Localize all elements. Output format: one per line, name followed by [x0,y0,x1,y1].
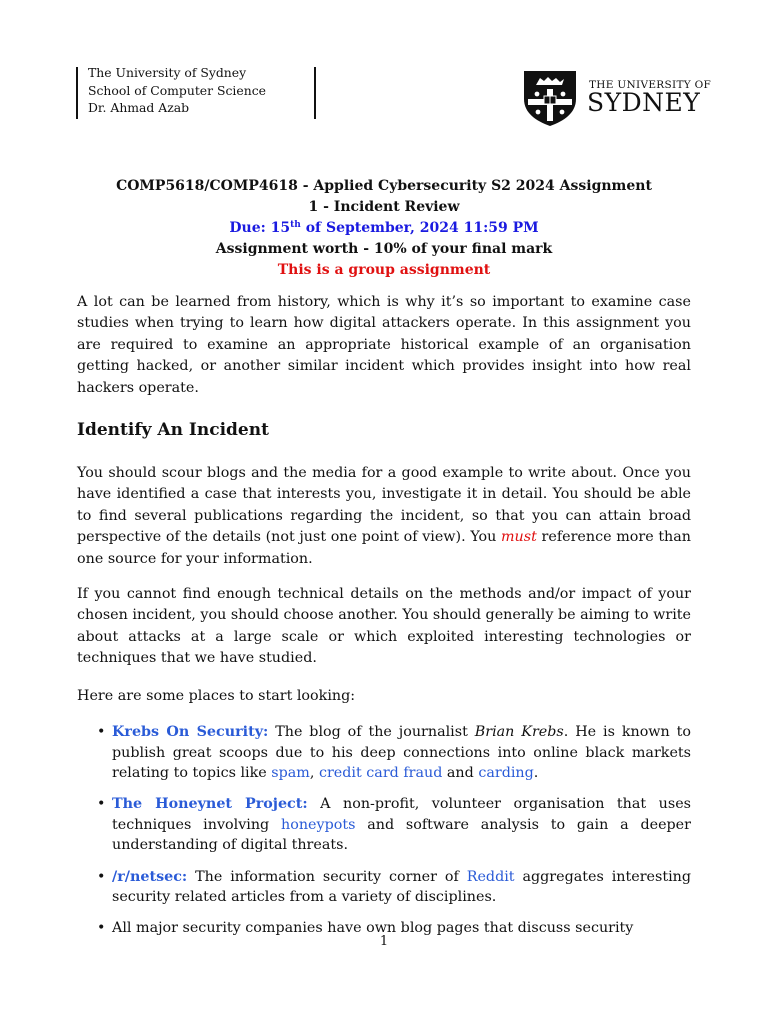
b2-text2: and software analysis to gain a deeper understanding of digital threats. [112,816,691,854]
list-item [77,722,691,784]
krebs-link[interactable]: Krebs On Security: [112,724,269,740]
university-logo [522,69,712,127]
logo-text-small: THE UNIVERSITY OF [589,79,712,91]
must-emphasis: must [501,529,537,546]
bullet-icon: • [97,920,106,937]
brian-krebs-name: Brian Krebs [474,724,564,740]
b1-and: and [442,765,479,782]
b1-text1: The blog of the journalist [268,724,475,740]
para1-text-after: reference more than one source for your information. [77,529,692,567]
list-item [77,794,691,856]
spam-link[interactable]: spam [271,765,310,782]
carding-link[interactable]: carding [478,765,534,782]
page-number: 1 [379,934,389,949]
assignment-title-block [0,176,768,281]
b1-sep: , [309,765,319,782]
university-name: The University of Sydney [88,65,247,80]
header-divider-left [76,67,78,119]
due-suffix: of September, 2024 11:59 PM [300,220,539,236]
header-affiliation [88,64,266,117]
logo-text-big: SYDNEY [587,88,701,117]
assignment-title: COMP5618/COMP4618 - Applied Cybersecurity S2 2024 Assignment [116,178,652,194]
netsec-link[interactable]: /r/netsec: [112,868,188,885]
due-date [0,218,768,239]
header-divider-right [314,67,316,119]
assignment-subtitle: 1 - Incident Review [308,199,460,215]
assignment-worth: Assignment worth - 10% of your final mark [215,241,553,257]
reddit-link[interactable]: Reddit [466,868,515,885]
section-heading: Identify An Incident [77,420,269,440]
school-name: School of Computer Science [88,82,266,98]
honeynet-link[interactable]: The Honeynet Project: [112,796,308,813]
b2-text1: A non-profit, volunteer organisation that uses techniques involving [112,796,691,833]
bullet-icon: • [97,724,106,740]
b3-text2: aggregates interesting security related articles from a variety of disciplines. [112,868,692,906]
due-superscript: th [290,220,301,230]
incident-paragraph-3: Here are some places to start looking: [77,688,356,704]
due-prefix: Due: 15 [229,220,291,236]
b4-text: All major security companies have own blog pages that discuss security [112,920,634,937]
intro-paragraph: A lot can be learned from history, which is why it’s so important to examine case studies when trying to learn how digital attackers operate. In this assignment you are required to examine an appropriate historical example of an organisation getting hacked, or another similar incident which provides insight into how real hackers operate. [77,294,691,396]
bullet-icon: • [97,868,106,885]
group-notice: This is a group assignment [277,262,491,278]
b3-text1: The information security corner of [187,868,467,885]
b1-end: . [533,765,539,782]
list-item [77,867,691,908]
bullet-icon: • [97,796,106,813]
crest-icon [522,69,578,127]
source-list [77,722,691,949]
instructor-name: Dr. Ahmad Azab [88,100,190,115]
honeypots-link[interactable]: honeypots [281,816,356,833]
incident-paragraph-1 [77,463,691,570]
b1-text2: . He is known to publish great scoops due to his deep connections into online black markets relating to topics like [112,724,692,782]
para1-text-before: You should scour blogs and the media for a good example to write about. Once you have identified a case that interests you, investigate it in detail. You should be able to find several publications regarding the incident, so that you can attain broad perspective of the details (not just one point of view). You [77,465,691,546]
incident-paragraph-2: If you cannot find enough technical details on the methods and/or impact of your chosen incident, you should choose another. You should generally be aiming to write about attacks at a large scale or which exploited interesting technologies or techniques that we have studied. [77,586,691,667]
credit-card-fraud-link[interactable]: credit card fraud [318,765,443,782]
